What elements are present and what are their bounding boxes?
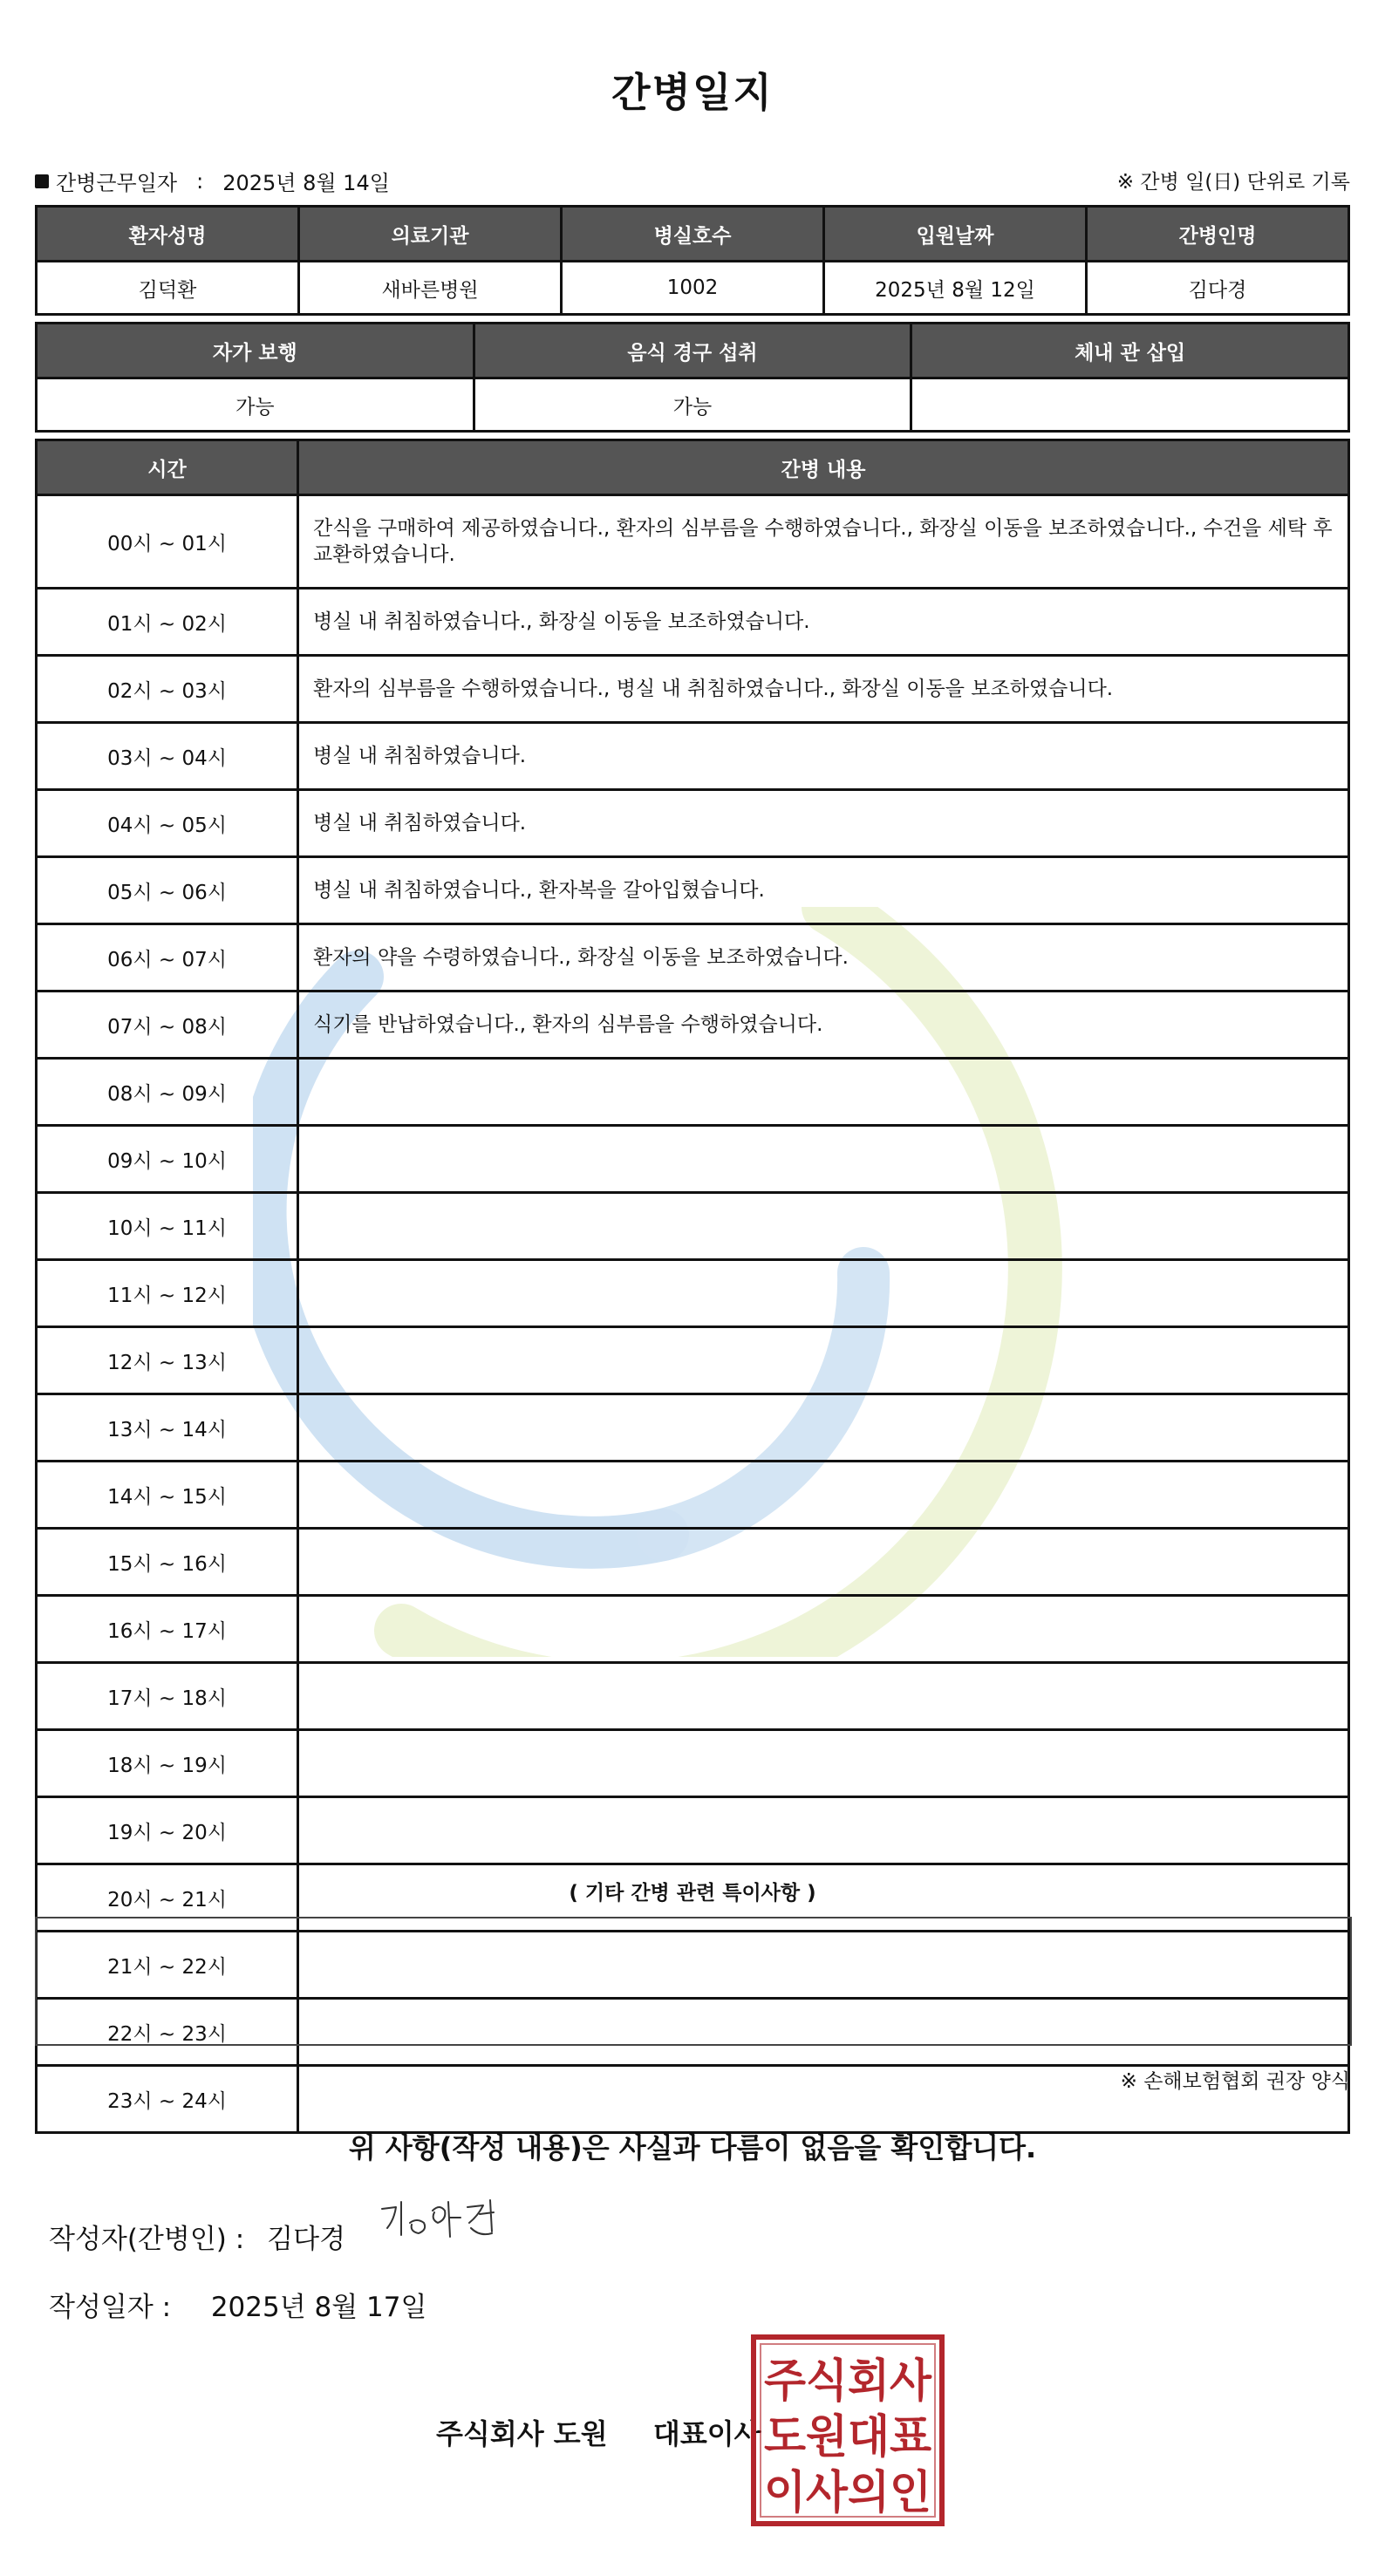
care-content [298,1797,1349,1864]
writer-line [49,2217,345,2256]
time-slot: 14시 ~ 15시 [37,1462,298,1529]
table-row [37,1730,1349,1797]
page-title: 간병일지 [611,69,774,116]
confirmation-statement: 위 사항(작성 내용)은 사실과 다름이 없음을 확인합니다. [348,2131,1037,2164]
table-row [37,495,1349,589]
svg-text:도원대표: 도원대표 [764,2411,931,2464]
table-row [37,723,1349,790]
record-unit-note: ※ 간병 일(日) 단위로 기록 [1116,171,1350,194]
care-content: 병실 내 취침하였습니다. [298,790,1349,857]
writer-name: 김다경 [267,2224,346,2255]
header-hospital: 의료기관 [299,207,562,262]
care-content [298,1462,1349,1529]
work-date-value: 2025년 8월 14일 [222,171,390,195]
time-slot: 22시 ~ 23시 [37,1999,298,2066]
time-slot: 15시 ~ 16시 [37,1529,298,1596]
care-content: 환자의 심부름을 수행하였습니다., 병실 내 취침하였습니다., 화장실 이동을 보조하였습니다. [298,656,1349,723]
table-row [37,1394,1349,1462]
caregiver-name: 김다경 [1087,262,1349,315]
header-tube: 체내 관 삽입 [911,324,1349,378]
association-note: ※ 손해보험협회 권장 양식 [1120,2070,1350,2093]
care-content [298,1596,1349,1663]
table-row [37,1126,1349,1193]
header-care-content: 간병 내용 [298,440,1349,495]
table-row [37,790,1349,857]
care-content: 병실 내 취침하였습니다., 화장실 이동을 보조하였습니다. [298,589,1349,656]
walking-value: 가능 [37,378,474,432]
work-date-colon: : [196,168,204,194]
time-slot: 01시 ~ 02시 [37,589,298,656]
time-slot: 02시 ~ 03시 [37,656,298,723]
company-signature [436,2412,761,2452]
header-caregiver: 간병인명 [1087,207,1349,262]
time-slot: 03시 ~ 04시 [37,723,298,790]
table-row [37,992,1349,1059]
table-row [37,1462,1349,1529]
table-row [37,1529,1349,1596]
time-slot: 09시 ~ 10시 [37,1126,298,1193]
care-content [298,1394,1349,1462]
table-row [37,1797,1349,1864]
time-slot: 20시 ~ 21시 [37,1864,298,1932]
header-time: 시간 [37,440,298,495]
time-slot: 00시 ~ 01시 [37,495,298,589]
time-slot: 12시 ~ 13시 [37,1327,298,1394]
company-name: 주식회사 도원 [436,2417,608,2450]
header-walking: 자가 보행 [37,324,474,378]
care-content [298,1059,1349,1126]
patient-name: 김덕환 [37,262,299,315]
care-content [298,1327,1349,1394]
care-content [298,1529,1349,1596]
time-slot: 04시 ~ 05시 [37,790,298,857]
care-content: 식기를 반납하였습니다., 환자의 심부름을 수행하였습니다. [298,992,1349,1059]
care-content: 병실 내 취침하였습니다. [298,723,1349,790]
table-row [37,924,1349,992]
care-content [298,1730,1349,1797]
care-content: 환자의 약을 수령하였습니다., 화장실 이동을 보조하였습니다. [298,924,1349,992]
time-slot: 21시 ~ 22시 [37,1932,298,1999]
writer-label: 작성자(간병인) : [49,2224,245,2255]
table-row [37,589,1349,656]
company-title: 대표이사 [652,2417,761,2450]
written-date [49,2285,426,2324]
table-row [37,857,1349,924]
time-slot: 17시 ~ 18시 [37,1663,298,1730]
header-room: 병실호수 [562,207,824,262]
header-oral-intake: 음식 경구 섭취 [474,324,911,378]
care-content [298,1663,1349,1730]
care-content: 간식을 구매하여 제공하였습니다., 환자의 심부름을 수행하였습니다., 화장실 이동을 보조하였습니다., 수건을 세탁 후 교환하였습니다. [298,495,1349,589]
written-date-value: 2025년 8월 17일 [210,2292,427,2323]
bullet-square-icon [35,174,49,188]
notes-title: ( 기타 간병 관련 특이사항 ) [569,1882,816,1905]
table-row [37,1059,1349,1126]
oral-intake-value: 가능 [474,378,911,432]
table-row [37,656,1349,723]
time-slot: 06시 ~ 07시 [37,924,298,992]
table-row [37,1663,1349,1730]
tube-value [911,378,1349,432]
time-slot: 16시 ~ 17시 [37,1596,298,1663]
table-row [37,1193,1349,1260]
care-content [298,1193,1349,1260]
care-content [298,1126,1349,1193]
admission-date: 2025년 8월 12일 [824,262,1087,315]
table-row [37,1260,1349,1327]
room-number: 1002 [562,262,824,315]
time-slot: 19시 ~ 20시 [37,1797,298,1864]
time-slot: 08시 ~ 09시 [37,1059,298,1126]
time-slot: 13시 ~ 14시 [37,1394,298,1462]
care-content [298,1260,1349,1327]
work-date-label: 간병근무일자 [56,171,178,195]
header-admission-date: 입원날짜 [824,207,1087,262]
patient-info-table [35,205,1350,316]
svg-text:이사의인: 이사의인 [764,2467,931,2519]
patient-status-table [35,322,1350,433]
written-date-label: 작성일자 : [49,2292,172,2323]
table-row [37,1327,1349,1394]
table-row [37,1596,1349,1663]
time-slot: 11시 ~ 12시 [37,1260,298,1327]
hospital-name: 새바른병원 [299,262,562,315]
notes-box [35,1917,1352,2046]
svg-text:주식회사: 주식회사 [764,2355,932,2408]
time-slot: 05시 ~ 06시 [37,857,298,924]
time-slot: 18시 ~ 19시 [37,1730,298,1797]
work-date [35,166,390,196]
handwritten-signature [375,2193,515,2254]
header-patient-name: 환자성명 [37,207,299,262]
time-slot: 23시 ~ 24시 [37,2066,298,2133]
time-slot: 07시 ~ 08시 [37,992,298,1059]
time-slot: 10시 ~ 11시 [37,1193,298,1260]
care-content: 병실 내 취침하였습니다., 환자복을 갈아입혔습니다. [298,857,1349,924]
company-seal-stamp [750,2334,945,2527]
